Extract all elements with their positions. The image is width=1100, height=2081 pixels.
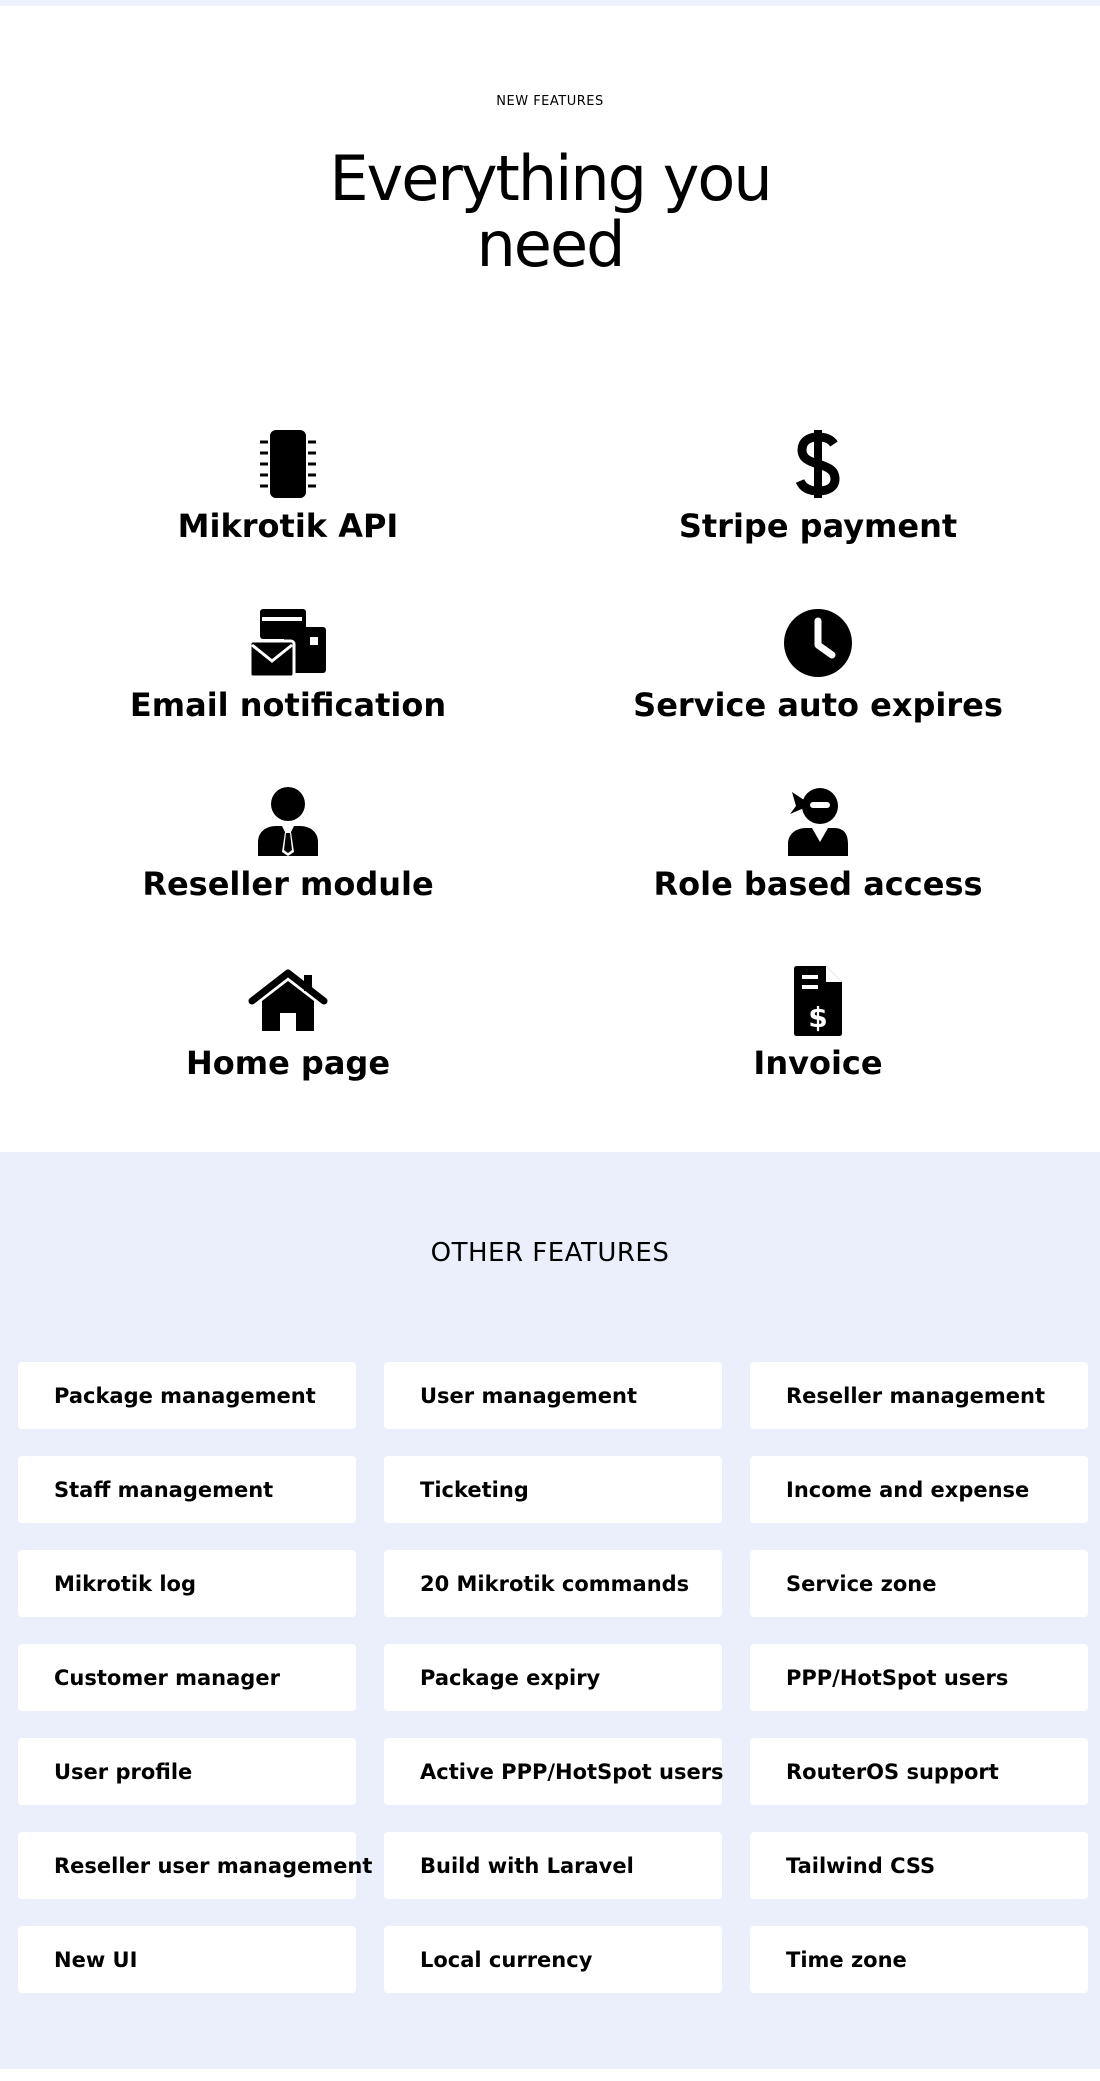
page-title [0,142,1100,281]
feature-card: 20 Mikrotik commands [384,1550,722,1617]
home-icon [8,961,568,1041]
feature-card: Ticketing [384,1456,722,1523]
feature-label: Mikrotik API [177,507,399,545]
section-eyebrow: NEW FEATURES [496,94,604,109]
feature-reseller-module [8,782,568,932]
feature-card: Package management [18,1362,356,1429]
clock-icon [538,603,1098,683]
mail-bulk-icon [8,603,568,683]
feature-card: Customer manager [18,1644,356,1711]
feature-mikrotik-api [8,424,568,574]
feature-card: Time zone [750,1926,1088,1993]
feature-card: Build with Laravel [384,1832,722,1899]
feature-card: Active PPP/HotSpot users [384,1738,722,1805]
feature-email-notification [8,603,568,753]
feature-label: Email notification [129,686,447,724]
feature-card: Reseller management [750,1362,1088,1429]
user-tie-icon [8,782,568,862]
feature-home-page [8,961,568,1111]
feature-card: Tailwind CSS [750,1832,1088,1899]
other-features-grid [18,1362,1090,1993]
feature-card: Mikrotik log [18,1550,356,1617]
feature-card: RouterOS support [750,1738,1088,1805]
feature-card: Local currency [384,1926,722,1993]
feature-label: Stripe payment [678,507,958,545]
feature-card: Service zone [750,1550,1088,1617]
other-features-title: OTHER FEATURES [430,1238,670,1268]
new-features-section [0,6,1100,1152]
feature-card: Staff management [18,1456,356,1523]
svg-text:$: $ [808,1001,828,1034]
feature-card: Package expiry [384,1644,722,1711]
feature-label: Role based access [653,865,983,903]
feature-card: User management [384,1362,722,1429]
feature-label: Invoice [753,1044,883,1082]
feature-service-auto-expires [538,603,1098,753]
feature-stripe-payment [538,424,1098,574]
title-line-1: Everything you [329,142,771,215]
feature-label: Reseller module [142,865,434,903]
bottom-divider [0,2069,1100,2075]
feature-card: New UI [18,1926,356,1993]
microchip-icon [8,424,568,504]
other-features-section [0,1152,1100,2075]
feature-invoice [538,961,1098,1111]
title-line-2: need [476,208,624,281]
feature-card: User profile [18,1738,356,1805]
feature-label: Service auto expires [633,686,1003,724]
dollar-icon [538,424,1098,504]
user-ninja-icon [538,782,1098,862]
feature-role-based-access [538,782,1098,932]
feature-card: PPP/HotSpot users [750,1644,1088,1711]
feature-card: Income and expense [750,1456,1088,1523]
feature-label: Home page [185,1044,391,1082]
feature-card: Reseller user management [18,1832,356,1899]
invoice-icon [538,961,1098,1041]
